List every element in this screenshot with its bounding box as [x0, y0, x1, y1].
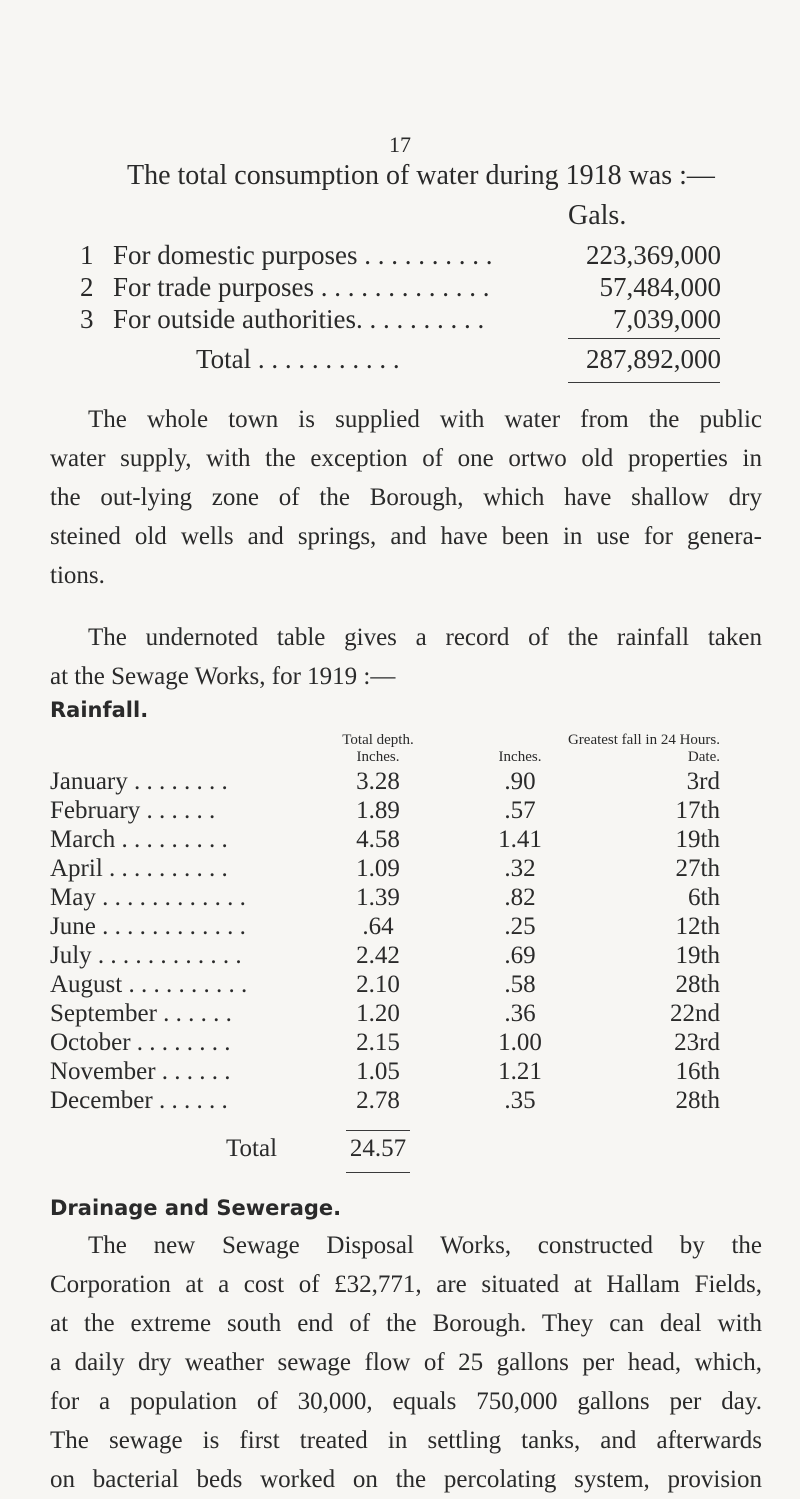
- fall-date: 12th: [675, 913, 720, 940]
- paragraph-line: on bacterial beds worked on the percolating system, provision: [50, 1466, 762, 1493]
- greatest-fall: .58: [504, 971, 536, 998]
- drainage-paragraph: [50, 1226, 762, 1499]
- rainfall-intro-paragraph: [50, 618, 762, 696]
- greatest-fall: .82: [504, 884, 536, 911]
- total-depth: 2.42: [356, 942, 400, 969]
- col-greatest-fall: Greatest fall in 24 Hours.: [567, 732, 720, 748]
- water-supply-paragraph: [50, 400, 762, 595]
- item-label: For trade purposes . . . . . . . . . . . . .: [113, 272, 490, 302]
- total-depth: 3.28: [356, 768, 400, 795]
- month: November . . . . . .: [50, 1058, 231, 1085]
- fall-date: 28th: [675, 971, 720, 998]
- month: March . . . . . . . . .: [50, 826, 228, 853]
- rainfall-total-label: Total: [226, 1135, 278, 1162]
- total-depth: 1.20: [356, 1000, 400, 1027]
- month: September . . . . . .: [50, 1000, 232, 1027]
- month: October . . . . . . . .: [50, 1029, 231, 1056]
- rainfall-subtotal-rule: [346, 1130, 410, 1131]
- paragraph-line: water supply, with the exception of one ortwo old properties in: [50, 445, 762, 472]
- paragraph-line: The whole town is supplied with water from the public: [88, 406, 762, 433]
- fall-date: 28th: [675, 1087, 720, 1114]
- month: July . . . . . . . . . . . .: [50, 942, 242, 969]
- item-label: For domestic purposes . . . . . . . . . .: [113, 240, 493, 270]
- fall-date: 16th: [675, 1058, 720, 1085]
- month: February . . . . . .: [50, 797, 216, 824]
- paragraph-line: at the extreme south end of the Borough. They can deal with: [50, 1310, 762, 1337]
- paragraph-line: for a population of 30,000, equals 750,000 gallons per day.: [50, 1388, 762, 1415]
- greatest-fall: .35: [504, 1087, 536, 1114]
- greatest-fall: 1.21: [498, 1058, 542, 1085]
- fall-date: 17th: [675, 797, 720, 824]
- item-value: 57,484,000: [599, 272, 721, 302]
- consumption-total-label: Total . . . . . . . . . . .: [196, 344, 400, 374]
- total-rule: [568, 382, 720, 383]
- paragraph-line: at the Sewage Works, for 1919 :—: [50, 663, 396, 690]
- drainage-heading: Drainage and Sewerage.: [50, 1196, 342, 1220]
- col-total-depth-unit: Inches.: [356, 749, 400, 765]
- paragraph-line: a daily dry weather sewage flow of 25 gallons per head, which,: [50, 1349, 762, 1376]
- total-depth: 1.05: [356, 1058, 400, 1085]
- fall-date: 3rd: [686, 768, 720, 795]
- paragraph-line: steined old wells and springs, and have been in use for genera-: [50, 523, 762, 550]
- fall-date: 19th: [675, 942, 720, 969]
- total-depth: 2.78: [356, 1087, 400, 1114]
- item-number: 1: [80, 240, 94, 270]
- rainfall-heading: Rainfall.: [50, 698, 149, 722]
- total-depth: 1.89: [356, 797, 400, 824]
- item-number: 3: [80, 304, 94, 334]
- total-depth: 4.58: [356, 826, 400, 853]
- paragraph-line: tions.: [50, 562, 105, 589]
- month: June . . . . . . . . . . . .: [50, 913, 246, 940]
- item-label: For outside authorities. . . . . . . . . .: [113, 304, 485, 334]
- total-depth: 2.15: [356, 1029, 400, 1056]
- paragraph-line: The new Sewage Disposal Works, constructed by the: [88, 1232, 762, 1259]
- month: August . . . . . . . . . .: [50, 971, 248, 998]
- paragraph-line: The sewage is first treated in settling tanks, and afterwards: [50, 1427, 762, 1454]
- total-depth: 1.39: [356, 884, 400, 911]
- greatest-fall: .32: [504, 855, 536, 882]
- greatest-fall: 1.00: [498, 1029, 542, 1056]
- month: May . . . . . . . . . . . .: [50, 884, 246, 911]
- gals-unit-header: Gals.: [568, 200, 627, 231]
- consumption-intro: The total consumption of water during 1918 was :—: [127, 160, 715, 191]
- paragraph-line: The undernoted table gives a record of the rainfall taken: [88, 624, 762, 651]
- month: April . . . . . . . . . .: [50, 855, 228, 882]
- fall-date: 22nd: [670, 1000, 720, 1027]
- item-value: 7,039,000: [613, 304, 721, 334]
- greatest-fall: .69: [504, 942, 536, 969]
- greatest-fall: 1.41: [498, 826, 542, 853]
- greatest-fall: .57: [504, 797, 536, 824]
- month: January . . . . . . . .: [50, 768, 228, 795]
- subtotal-rule: [568, 338, 720, 339]
- fall-date: 27th: [675, 855, 720, 882]
- page-number: 17: [389, 132, 411, 157]
- col-total-depth: Total depth.: [342, 732, 414, 748]
- fall-date: 19th: [675, 826, 720, 853]
- total-depth: 1.09: [356, 855, 400, 882]
- fall-date: 23rd: [674, 1029, 720, 1056]
- rainfall-total-rule: [346, 1172, 410, 1173]
- consumption-total-value: 287,892,000: [586, 344, 721, 374]
- paragraph-line: the out-lying zone of the Borough, which have shallow dry: [50, 484, 762, 511]
- paragraph-line: Corporation at a cost of £32,771, are situated at Hallam Fields,: [50, 1271, 762, 1298]
- greatest-fall: .90: [504, 768, 536, 795]
- greatest-fall: .25: [504, 913, 536, 940]
- item-number: 2: [80, 272, 94, 302]
- fall-date: 6th: [688, 884, 720, 911]
- total-depth: .64: [362, 913, 394, 940]
- item-value: 223,369,000: [586, 240, 721, 270]
- greatest-fall: .36: [504, 1000, 536, 1027]
- rainfall-total-value: 24.57: [349, 1135, 407, 1162]
- total-depth: 2.10: [356, 971, 400, 998]
- col-greatest-unit: Inches.: [498, 749, 542, 765]
- month: December . . . . . .: [50, 1087, 228, 1114]
- col-date: Date.: [687, 749, 720, 765]
